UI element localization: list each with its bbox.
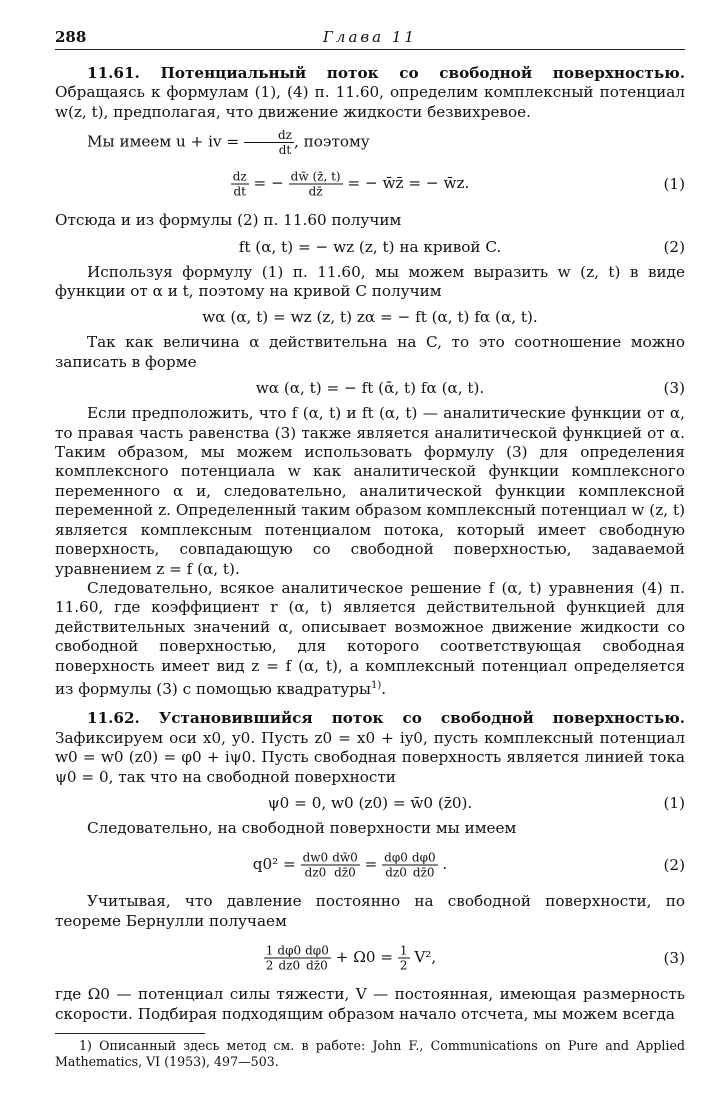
paragraph: Следовательно, на свободной поверхности мы имеем	[87, 819, 517, 838]
equation-number: (2)	[663, 237, 685, 256]
section-heading: 11.62. Установившийся поток со свободной поверхностью.	[87, 709, 685, 728]
header-rule	[55, 49, 685, 50]
footnote-rule	[55, 1033, 205, 1034]
equation-number: (1)	[663, 794, 685, 813]
section-11-61-intro: 11.61. Потенциальный поток со свободной поверхностью. Обращаясь к формулам (1), (4) п. 11.60, определим комплексный потенциал w(z, t), предполагая, что движение жидкости безвихревое.	[55, 64, 685, 121]
equation-2: q0² = $\frac{dw0}{dz0}$ $\frac{dw̄0}{dz̄0}$ = $\frac{d\varphi 0}{dz0}$ $\frac{d\varphi 0}{dz̄0}$ . (2)	[252, 850, 685, 880]
footnote-marker: 1)	[371, 679, 382, 691]
equation-number: (1)	[663, 175, 685, 194]
page-number: 288	[55, 28, 87, 46]
equation-3: wα (α, t) = − ft (ᾱ, t) fα (α, t). (3)	[255, 379, 685, 398]
fraction: $\frac{dz}{dt}$	[244, 128, 294, 157]
section-heading: 11.61. Потенциальный поток со свободной поверхностью.	[87, 64, 685, 82]
paragraph: Если предположить, что f (α, t) и ft (α, t) — аналитические функции от α, то правая часть равенства (3) также является аналитической функцией от α. Таким образом, мы можем использовать формулу (3) для определения комплексного потенциала w как аналитической функции комплексного переменного α и, следовательно, аналитической функции комплексной переменной z. Определенный таким образом комплексный потенциал w (z, t) является комплексным потенциалом потока, который имеет свободную поверхность, совпадающую со свободной поверхностью, задаваемой уравнением z = f (α, t).	[55, 404, 685, 578]
equation-3: $\frac{1}{2}$ $\frac{d\varphi 0}{dz0}$ $\frac{d\varphi 0}{dz̄0}$ + Ω0 = $\frac{1}{2}$ V², (3)	[265, 943, 685, 973]
equation-number: (2)	[663, 856, 685, 875]
running-header	[55, 26, 685, 48]
equation-1: ψ0 = 0, w0 (z0) = w̄0 (z̄0). (1)	[267, 794, 685, 813]
paragraph: Следовательно, всякое аналитическое решение f (α, t) уравнения (4) п. 11.60, где коэффициент r (α, t) является действительной функцией для действительных значений α, описывает возможное движение жидкости со свободной поверхностью, для которого соответствующая свободная поверхность имеет вид z = f (α, t), а комплексный потенциал определяется из формулы (3) с помощью квадратуры$^{1)}$.	[55, 578, 685, 698]
page	[55, 26, 685, 1070]
footnote: 1) Описанный здесь метод см. в работе: John F., Communications on Pure and Applied Mathematics, VI (1953), 497—503.	[55, 1038, 685, 1070]
equation-number: (3)	[663, 949, 685, 968]
paragraph: Отсюда и из формулы (2) п. 11.60 получим	[55, 211, 402, 230]
paragraph: Так как величина α действительна на C, то это соотношение можно записать в форме	[55, 333, 685, 371]
equation-number: (3)	[663, 379, 685, 398]
paragraph: Учитывая, что давление постоянно на свободной поверхности, по теореме Бернулли получаем	[55, 892, 685, 930]
chapter-title: Глава 11	[323, 28, 417, 46]
equation-unnumbered: wα (α, t) = wz (z, t) zα = − ft (α, t) fα (α, t).	[202, 308, 538, 327]
section-11-62-intro: 11.62. Установившийся поток со свободной поверхностью. Зафиксируем оси x0, y0. Пусть z0 = x0 + iy0, пусть комплексный потенциал w0 = w0 (z0) = φ0 + iψ0. Пусть свободная поверхность является линией тока ψ0 = 0, так что на свободной поверхности	[55, 709, 685, 786]
paragraph: где Ω0 — потенциал силы тяжести, V — постоянная, имеющая размерность скорости. Подбирая подходящим образом начало отсчета, мы можем всегда	[55, 985, 685, 1023]
paragraph: Мы имеем u + iv = $\frac{dz}{dt}$ , поэтому	[87, 128, 370, 158]
paragraph: Используя формулу (1) п. 11.60, мы можем выразить w (z, t) в виде функции от α и t, поэтому на кривой C получим	[55, 262, 685, 301]
equation-2: ft (α, t) = − wz (z, t) на кривой C. (2)	[238, 237, 685, 256]
equation-1: $\frac{dz}{dt}$ = − $\frac{dw̄ (z̄, t)}{dz̄}$ = − w̄z̄ = − w̄z. (1)	[232, 169, 685, 199]
